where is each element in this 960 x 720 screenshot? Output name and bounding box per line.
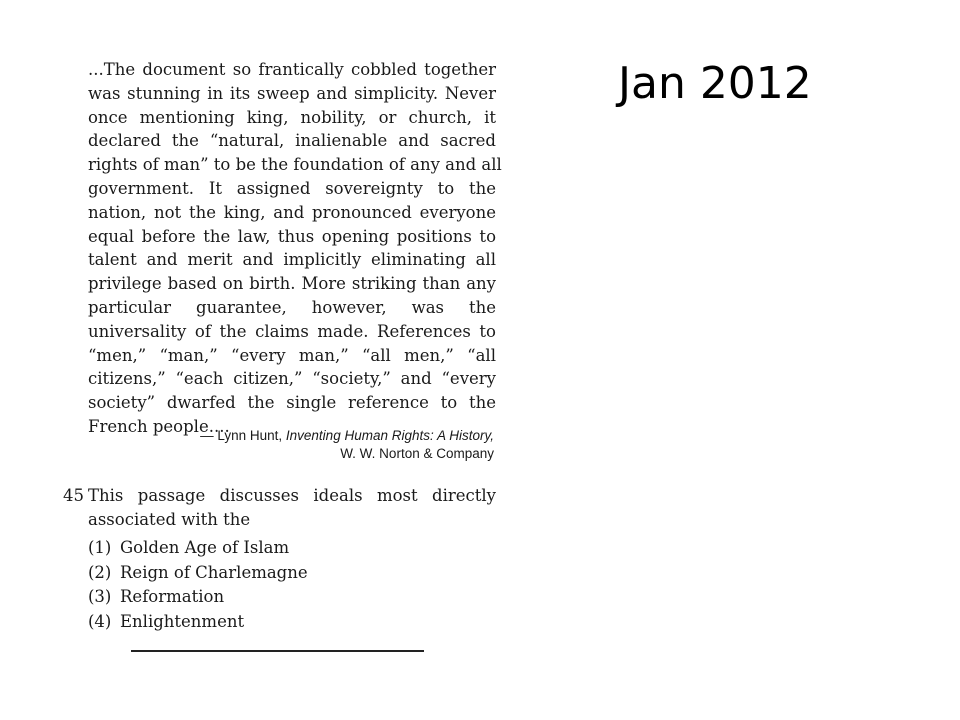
citation-publisher: W. W. Norton & Company <box>340 446 494 461</box>
answer-rule-line <box>131 650 424 652</box>
option-number: (1) <box>88 538 112 557</box>
passage-line: was stunning in its sweep and simplicity. Never <box>88 83 496 103</box>
answer-option <box>88 536 308 561</box>
answer-option <box>88 610 308 635</box>
passage-line: rights of man” to be the foundation of any and all <box>88 155 502 175</box>
citation-author: — Lynn Hunt, <box>200 428 286 443</box>
answer-options <box>88 536 308 634</box>
passage-line: citizens,” “each citizen,” “society,” and “every <box>88 369 496 389</box>
passage-line: society” dwarfed the single reference to the <box>88 393 496 413</box>
passage-text <box>88 58 502 439</box>
passage-line: particular guarantee, however, was the <box>88 297 496 317</box>
passage-line: government. It assigned sovereignty to the <box>88 178 496 198</box>
passage-line: privilege based on birth. More striking than any <box>88 274 496 294</box>
passage-line: ...The document so frantically cobbled together <box>88 60 496 79</box>
question-number: 45 <box>63 486 84 505</box>
question-stem-line: This passage discusses ideals most directly <box>88 486 496 505</box>
passage-line: nation, not the king, and pronounced everyone <box>88 202 496 222</box>
option-text: Reformation <box>120 587 225 607</box>
passage-line: once mentioning king, nobility, or church, it <box>88 107 496 127</box>
option-number: (4) <box>88 611 112 631</box>
question-stem-line: associated with the <box>88 509 251 529</box>
passage-line: “men,” “man,” “every man,” “all men,” “all <box>88 345 496 365</box>
option-number: (2) <box>88 562 112 582</box>
answer-option <box>88 561 308 586</box>
passage-line: talent and merit and implicitly eliminating all <box>88 250 496 270</box>
passage-line: equal before the law, thus opening positions to <box>88 226 496 246</box>
passage-line: universality of the claims made. References to <box>88 321 496 341</box>
citation-book-title: Inventing Human Rights: A History, <box>285 428 494 443</box>
answer-option <box>88 585 308 610</box>
option-number: (3) <box>88 587 112 607</box>
option-text: Golden Age of Islam <box>120 538 290 557</box>
option-text: Enlightenment <box>120 611 245 631</box>
slide-title: Jan 2012 <box>618 58 812 109</box>
citation <box>88 427 494 463</box>
option-text: Reign of Charlemagne <box>120 562 308 582</box>
passage-line: French people.... <box>88 416 230 436</box>
passage-line: declared the “natural, inalienable and sacred <box>88 131 496 151</box>
question-stem <box>88 484 496 532</box>
